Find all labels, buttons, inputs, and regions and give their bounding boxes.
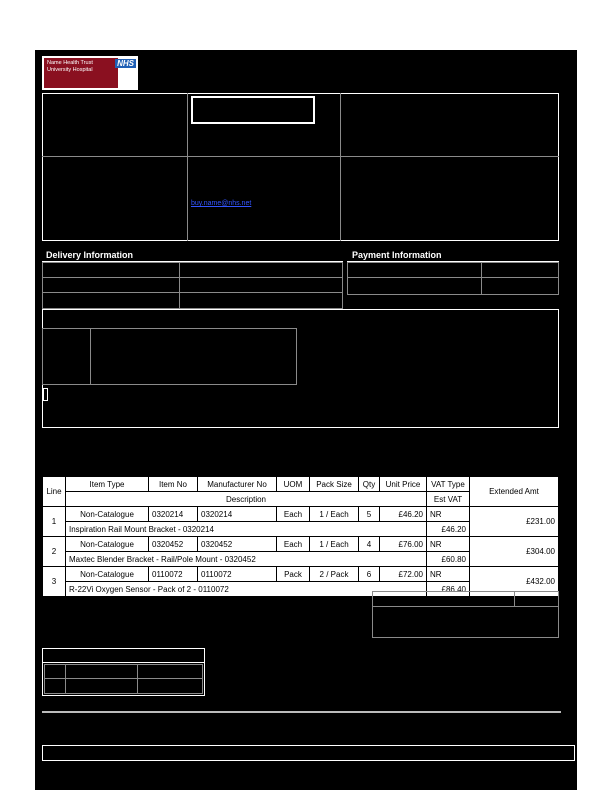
cell-uom: Pack — [277, 567, 310, 582]
cell-line: 1 — [43, 507, 66, 537]
col-header-vat-type: VAT Type — [427, 477, 470, 492]
col-header-item-type: Item Type — [66, 477, 149, 492]
header-grid-divider — [340, 93, 341, 241]
summary-col-divider — [137, 664, 138, 694]
cell-pack-size: 2 / Pack — [310, 567, 359, 582]
delivery-info-table — [42, 262, 343, 309]
cell-vat-type: NR — [427, 507, 470, 522]
table-row — [43, 507, 559, 522]
cell-description: Maxtec Blender Bracket - Rail/Pole Mount - 0320452 — [66, 552, 427, 567]
cell-manufacturer-no: 0110072 — [198, 567, 277, 582]
footer-rule — [42, 711, 561, 713]
totals-box — [372, 591, 559, 638]
summary-table-rule — [42, 662, 205, 663]
col-header-uom: UOM — [277, 477, 310, 492]
summary-col-divider — [65, 664, 66, 694]
table-row — [43, 567, 559, 582]
cell-extended-amt: £231.00 — [470, 507, 559, 537]
cell-manufacturer-no: 0320214 — [198, 507, 277, 522]
totals-col-divider — [514, 591, 515, 606]
order-number-box — [191, 96, 315, 124]
cell-unit-price: £72.00 — [380, 567, 427, 582]
footer-box — [42, 745, 575, 761]
notes-box — [42, 328, 297, 385]
payment-row-divider — [347, 277, 559, 278]
cell-manufacturer-no: 0320452 — [198, 537, 277, 552]
table-header-row — [43, 477, 559, 492]
cell-vat-type: NR — [427, 537, 470, 552]
cell-qty: 5 — [359, 507, 380, 522]
contact-email-link[interactable]: buy.name@nhs.net — [191, 200, 252, 207]
totals-divider — [372, 606, 559, 607]
cell-pack-size: 1 / Each — [310, 507, 359, 522]
cell-description: Inspiration Rail Mount Bracket - 0320214 — [66, 522, 427, 537]
cell-line: 2 — [43, 537, 66, 567]
delivery-col-divider — [179, 262, 180, 309]
col-header-manufacturer-no: Manufacturer No — [198, 477, 277, 492]
cell-est-vat: £86.40 — [427, 582, 470, 597]
cell-unit-price: £76.00 — [380, 537, 427, 552]
cell-item-no: 0320214 — [149, 507, 198, 522]
cell-item-type: Non-Catalogue — [66, 567, 149, 582]
cell-qty: 6 — [359, 567, 380, 582]
cell-uom: Each — [277, 507, 310, 522]
delivery-row-divider — [42, 292, 343, 293]
header-grid-divider — [42, 156, 559, 157]
checkbox[interactable] — [43, 388, 48, 401]
col-header-qty: Qty — [359, 477, 380, 492]
table-row — [43, 537, 559, 552]
summary-row-divider — [44, 678, 203, 679]
cell-est-vat: £60.80 — [427, 552, 470, 567]
cell-extended-amt: £432.00 — [470, 567, 559, 597]
cell-pack-size: 1 / Each — [310, 537, 359, 552]
trust-logo — [42, 56, 138, 90]
col-header-description: Description — [66, 492, 427, 507]
cell-qty: 4 — [359, 537, 380, 552]
cell-item-type: Non-Catalogue — [66, 537, 149, 552]
cell-line: 3 — [43, 567, 66, 597]
col-header-est-vat: Est VAT — [427, 492, 470, 507]
cell-item-no: 0110072 — [149, 567, 198, 582]
col-header-unit-price: Unit Price — [380, 477, 427, 492]
cell-vat-type: NR — [427, 567, 470, 582]
col-header-pack-size: Pack Size — [310, 477, 359, 492]
delivery-info-title: Delivery Information — [46, 250, 134, 260]
summary-table-grid — [44, 664, 203, 694]
col-header-line: Line — [43, 477, 66, 507]
payment-info-table — [347, 262, 559, 295]
nhs-badge: NHS — [117, 59, 134, 68]
cell-description: R-22Vi Oxygen Sensor - Pack of 2 - 0110072 — [66, 582, 427, 597]
cell-uom: Each — [277, 537, 310, 552]
col-header-item-no: Item No — [149, 477, 198, 492]
trust-logo-text: Name Health Trust University Hospital — [44, 58, 118, 88]
header-grid-divider — [187, 93, 188, 241]
payment-col-divider — [481, 262, 482, 295]
notes-box-divider — [90, 328, 91, 385]
line-items-table — [42, 476, 559, 597]
delivery-row-divider — [42, 277, 343, 278]
cell-item-no: 0320452 — [149, 537, 198, 552]
col-header-extended-amt: Extended Amt — [470, 477, 559, 507]
cell-est-vat: £46.20 — [427, 522, 470, 537]
cell-item-type: Non-Catalogue — [66, 507, 149, 522]
cell-unit-price: £46.20 — [380, 507, 427, 522]
cell-extended-amt: £304.00 — [470, 537, 559, 567]
payment-info-title: Payment Information — [352, 250, 442, 260]
